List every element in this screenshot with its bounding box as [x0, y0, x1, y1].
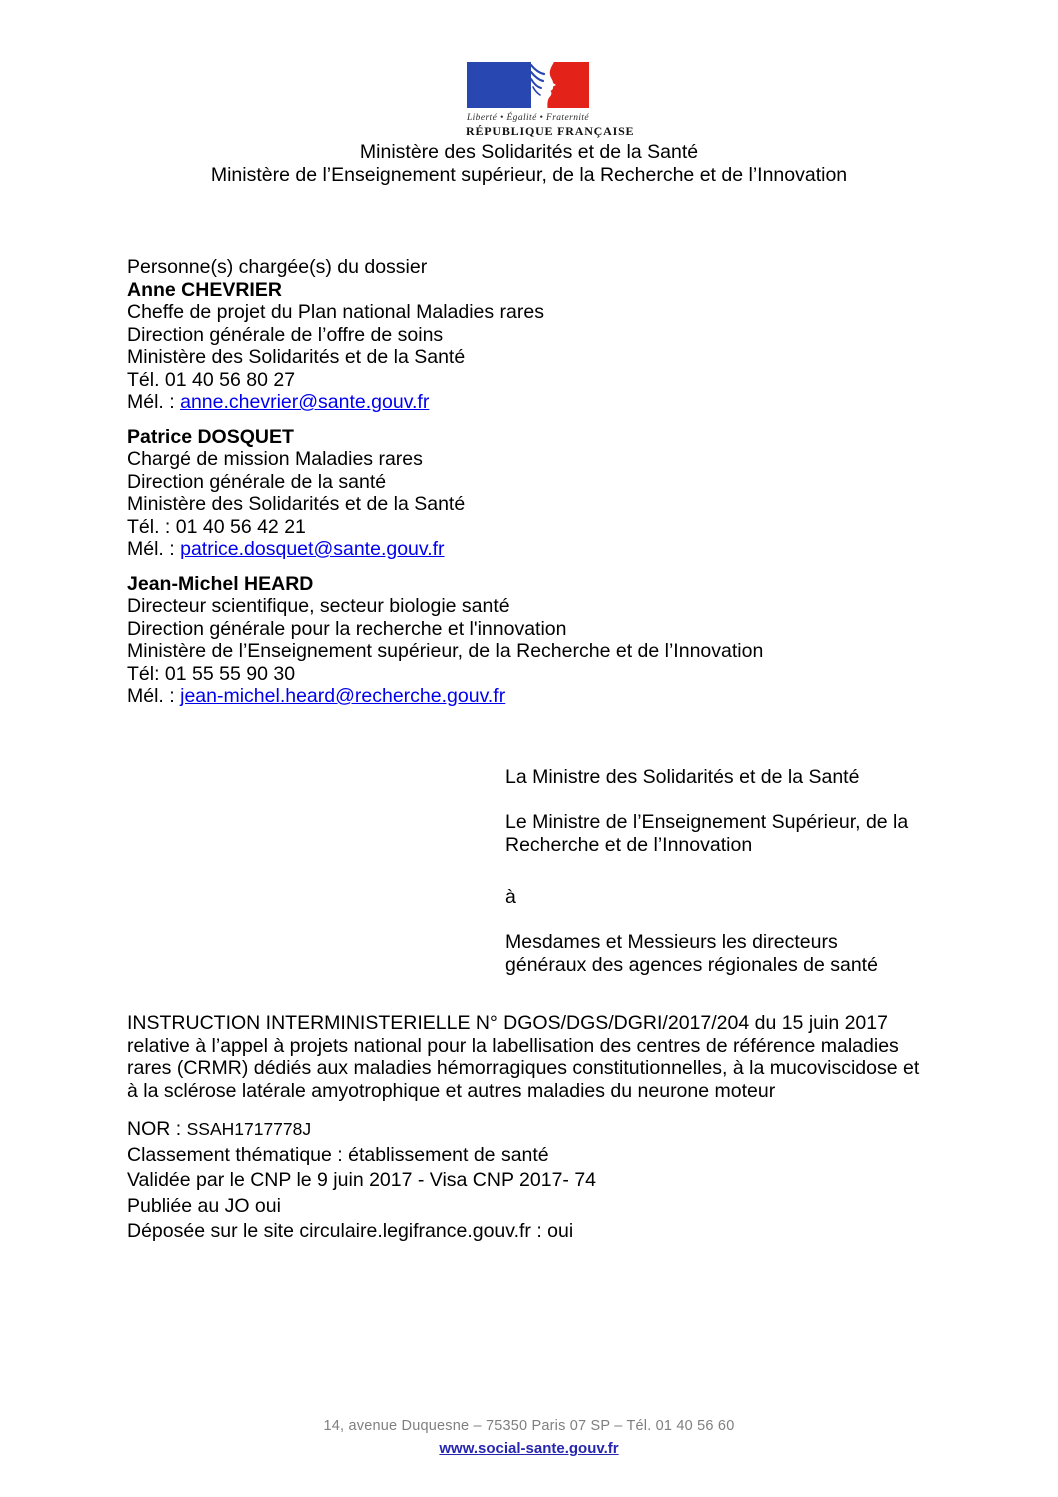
footer-website-link[interactable]: www.social-sante.gouv.fr: [439, 1440, 619, 1457]
republique-francaise-logo: [466, 62, 635, 139]
validation-line: Validée par le CNP le 9 juin 2017 - Visa CNP 2017- 74: [127, 1169, 597, 1191]
contact-role: Directeur scientifique, secteur biologie santé: [127, 595, 510, 617]
instruction-title: INSTRUCTION INTERMINISTERIELLE N° DGOS/DGS/DGRI/2017/204 du 15 juin 2017 relative à l’appel à projets national pour la labellisation des centres de référence maladies rares (CRMR) dédiés aux maladies hémorragiques constitutionnelles, à la mucoviscidose et à la sclérose latérale amyotrophique et autres maladies du neurone moteur: [127, 1012, 920, 1102]
publication-line: Publiée au JO oui: [127, 1194, 281, 1217]
contact-ministry: Ministère des Solidarités et de la Santé: [127, 346, 466, 368]
addressee-a: à: [505, 886, 516, 908]
contact-name: Patrice DOSQUET: [127, 425, 294, 448]
contact-direction: Direction générale pour la recherche et l'innovation: [127, 617, 567, 640]
contact-mel-line: [127, 391, 787, 414]
logo-motto: Liberté • Égalité • Fraternité: [466, 113, 590, 123]
email-link[interactable]: patrice.dosquet@sante.gouv.fr: [180, 538, 445, 560]
nor-label: NOR :: [127, 1118, 182, 1140]
mel-label: Mél. :: [127, 538, 175, 560]
addressee-recipients: Mesdames et Messieurs les directeurs généraux des agences régionales de santé: [505, 931, 878, 976]
contact-direction: Direction générale de l’offre de soins: [127, 323, 444, 346]
ministry-header: [0, 141, 1058, 187]
contact-tel: Tél. 01 40 56 80 27: [127, 368, 296, 391]
contact-ministry: Ministère de l’Enseignement supérieur, de la Recherche et de l’Innovation: [127, 640, 764, 662]
contact-role: Cheffe de projet du Plan national Maladies rares: [127, 301, 544, 323]
contact-mel-line: [127, 685, 787, 708]
contact-block: [127, 426, 787, 561]
marianne-flag-icon: [467, 62, 589, 108]
contact-ministry: Ministère des Solidarités et de la Santé: [127, 493, 466, 515]
ministry-line-1: Ministère des Solidarités et de la Santé: [359, 141, 699, 163]
contact-name: Anne CHEVRIER: [127, 278, 282, 301]
nor-line: [127, 1118, 596, 1141]
logo-republic-label: RÉPUBLIQUE FRANÇAISE: [466, 124, 635, 138]
contact-direction: Direction générale de la santé: [127, 470, 387, 493]
classement-line: Classement thématique : établissement de santé: [127, 1143, 549, 1166]
nor-code: SSAH1717778J: [186, 1119, 312, 1139]
nor-section: [127, 1118, 596, 1246]
contact-role: Chargé de mission Maladies rares: [127, 448, 423, 470]
ministry-line-2: Ministère de l’Enseignement supérieur, de la Recherche et de l’Innovation: [210, 164, 848, 186]
footer-address: 14, avenue Duquesne – 75350 Paris 07 SP – Tél. 01 40 56 60: [323, 1418, 735, 1434]
addressee-minister-1: La Ministre des Solidarités et de la Santé: [505, 766, 860, 788]
addressee-section: [505, 766, 917, 976]
contacts-heading: Personne(s) chargée(s) du dossier: [127, 256, 428, 278]
mel-label: Mél. :: [127, 391, 175, 413]
email-link[interactable]: jean-michel.heard@recherche.gouv.fr: [180, 685, 506, 707]
email-link[interactable]: anne.chevrier@sante.gouv.fr: [180, 391, 430, 413]
page-footer: [0, 1417, 1058, 1458]
contact-block: [127, 279, 787, 414]
contact-mel-line: [127, 538, 787, 561]
contact-name: Jean-Michel HEARD: [127, 572, 314, 595]
contact-tel: Tél: 01 55 55 90 30: [127, 662, 296, 685]
depot-line: Déposée sur le site circulaire.legifrance.gouv.fr : oui: [127, 1220, 574, 1242]
contacts-section: [127, 256, 787, 708]
mel-label: Mél. :: [127, 685, 175, 707]
addressee-minister-2: Le Ministre de l’Enseignement Supérieur, de la Recherche et de l’Innovation: [505, 811, 909, 856]
contact-tel: Tél. : 01 40 56 42 21: [127, 515, 306, 538]
contact-block: [127, 573, 787, 708]
